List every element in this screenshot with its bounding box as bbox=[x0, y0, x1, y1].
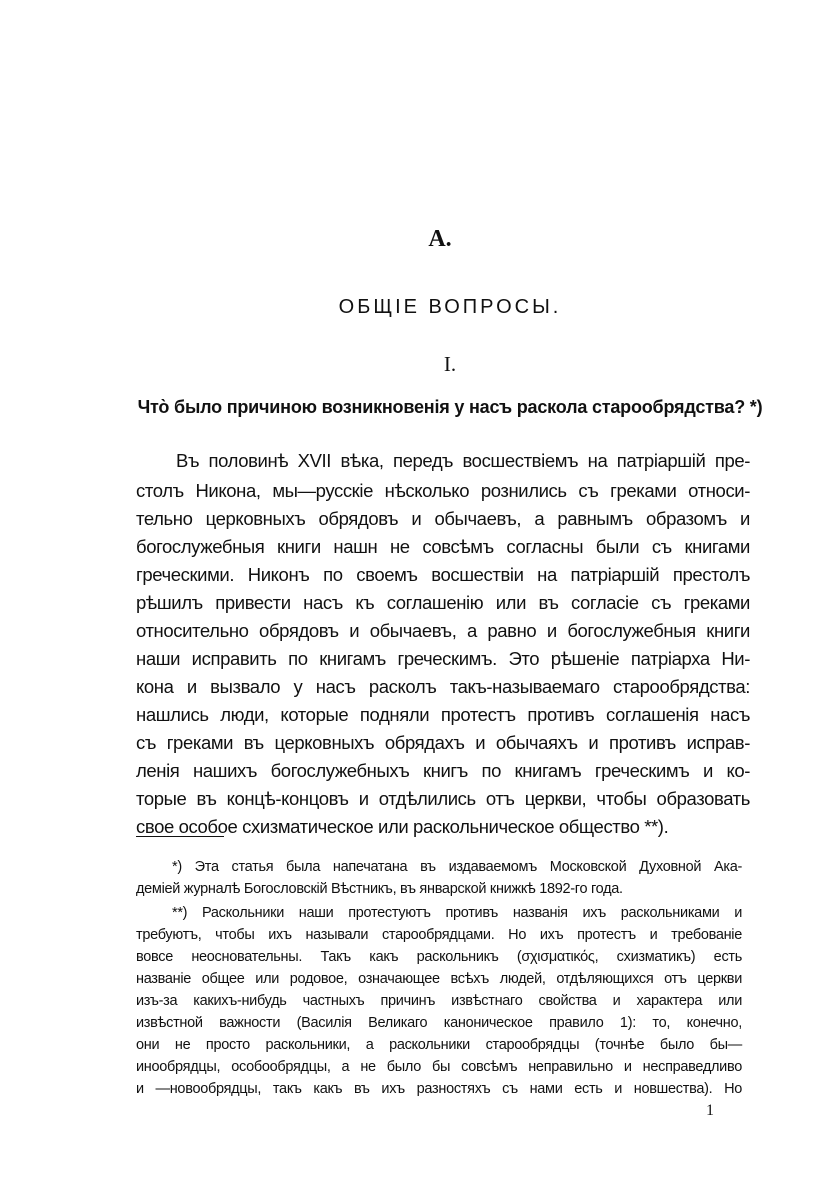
footnote-line: изъ-за какихъ-нибудь частныхъ причинъ извѣстнаго свойства и характера или bbox=[136, 993, 742, 1009]
chapter-heading: Что̀ было причиною возникновенія у насъ раскола старообрядства? *) bbox=[137, 397, 763, 417]
body-line: рѣшилъ привести насъ къ соглашенію или въ согласіе съ греками bbox=[136, 592, 750, 613]
footnote-line: деміей журналѣ Богословскій Вѣстникъ, въ январской книжкѣ 1892-го года. bbox=[136, 881, 623, 897]
body-line: торые въ концѣ-концовъ и отдѣлились отъ церкви, чтобы образовать bbox=[136, 788, 750, 809]
section-title: ОБЩІЕ ВОПРОСЫ. bbox=[338, 296, 562, 318]
body-line: свое особое схизматическое или раскольническое общество **). bbox=[136, 816, 669, 837]
body-line: кона и вызвало у насъ расколъ такъ-называемаго старообрядства: bbox=[136, 676, 750, 697]
body-line: тельно церковныхъ обрядовъ и обычаевъ, а равнымъ образомъ и bbox=[136, 508, 750, 529]
footnote-line: они не просто раскольники, а раскольники старообрядцы (точнѣе было бы— bbox=[136, 1037, 742, 1053]
body-line: Въ половинѣ XVII вѣка, передъ восшествіемъ на патріаршій пре- bbox=[176, 450, 750, 471]
body-line: нашлись люди, которые подняли протестъ противъ соглашенія насъ bbox=[136, 704, 750, 725]
footnote-divider bbox=[136, 836, 224, 837]
footnote-line: требуютъ, чтобы ихъ называли старообрядцами. Но ихъ протестъ и требованіе bbox=[136, 927, 742, 943]
body-line: богослужебныя книги нашн не совсѣмъ согласны были съ книгами bbox=[136, 536, 750, 557]
chapter-number: I. bbox=[443, 352, 457, 376]
footnote-line: **) Раскольники наши протестуютъ противъ названія ихъ раскольниками и bbox=[172, 905, 742, 921]
page-number: 1 bbox=[706, 1102, 714, 1119]
body-line: наши исправить по книгамъ греческимъ. Это рѣшеніе патріарха Ни- bbox=[136, 648, 750, 669]
body-line: относительно обрядовъ и обычаевъ, а равно и богослужебныя книги bbox=[136, 620, 750, 641]
footnote-line: инообрядцы, особообрядцы, а не было бы совсѣмъ неправильно и несправедливо bbox=[136, 1059, 742, 1075]
footnote-line: извѣстной важности (Василія Великаго каноническое правило 1): то, конечно, bbox=[136, 1015, 742, 1031]
footnote-line: и —новообрядцы, такъ какъ въ ихъ разностяхъ съ нами есть и новшества). Но bbox=[136, 1081, 742, 1097]
body-line: съ греками въ церковныхъ обрядахъ и обычаяхъ и противъ исправ- bbox=[136, 732, 750, 753]
footnote-line: названіе общее или родовое, означающее всѣхъ людей, отдѣляющихся отъ церкви bbox=[136, 971, 742, 987]
section-letter: А. bbox=[428, 226, 452, 252]
body-line: греческими. Никонъ по своемъ восшествіи на патріаршій престолъ bbox=[136, 564, 750, 585]
footnote-line: *) Эта статья была напечатана въ издаваемомъ Московской Духовной Ака- bbox=[172, 859, 742, 875]
body-line: столъ Никона, мы—русскіе нѣсколько рознились съ греками относи- bbox=[136, 480, 750, 501]
footnote-line: вовсе неосновательны. Такъ какъ раскольникъ (σχισματικός, схизматикъ) есть bbox=[136, 949, 742, 965]
body-line: ленія нашихъ богослужебныхъ книгъ по книгамъ греческимъ и ко- bbox=[136, 760, 750, 781]
